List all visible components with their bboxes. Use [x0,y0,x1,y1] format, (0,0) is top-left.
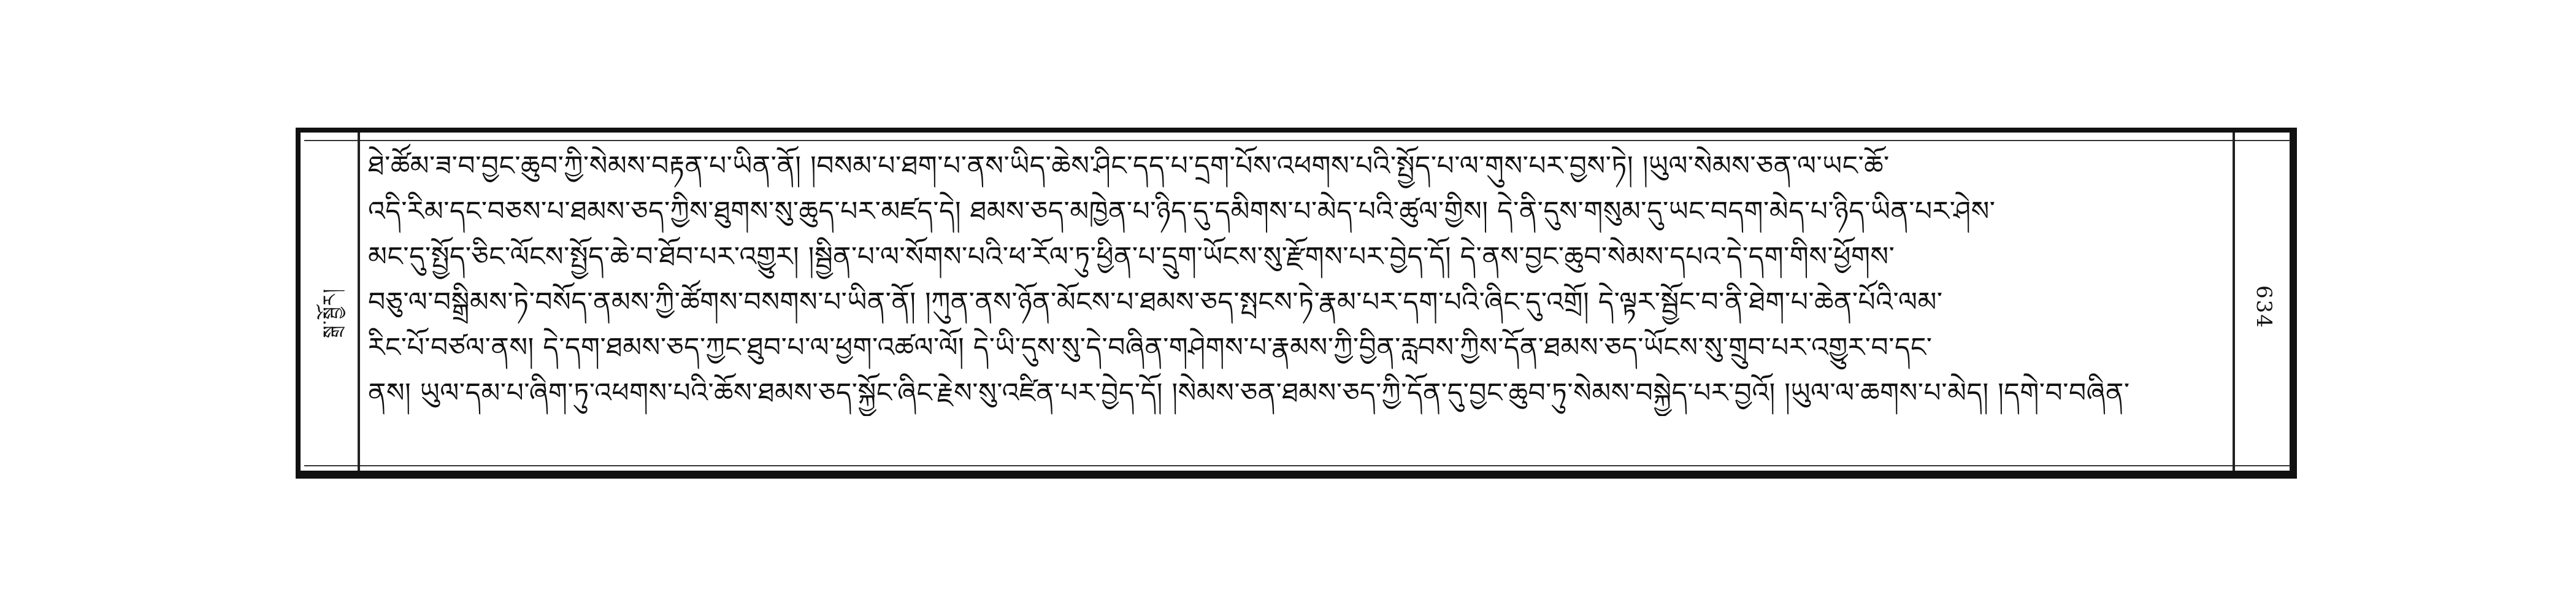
page-number [2239,270,2289,344]
text-line-4: བཅུ་ལ་བསྒྲིམས་ཏེ་བསོད་ནམས་ཀྱི་ཚོགས་བསགས་པ་ཡིན་ནོ། །ཀུན་ནས་ཉོན་མོངས་པ་ཐམས་ཅད་སྤངས་ཏེ་རྣམ་པར་དག་པའི་ཞིང་དུ་འགྲོ། དེ་ལྟར་སྦྱོང་བ་ནི་ཐེག་པ་ཆེན་པོའི་ལམ་ [368,287,1943,318]
text-block [368,144,2226,463]
frame-top-rule [304,140,2290,141]
text-line-5: རིང་པོ་བཙལ་ནས། དེ་དག་ཐམས་ཅད་ཀྱང་ཐུབ་པ་ལ་ཕྱག་འཚལ་ལོ། དེ་ཡི་དུས་སུ་དེ་བཞིན་གཤེགས་པ་རྣམས་ཀྱི་བྱིན་རླབས་ཀྱིས་དོན་ཐམས་ཅད་ཡོངས་སུ་གྲུབ་པར་འགྱུར་བ་དང་ [368,332,1933,363]
right-margin-rule [2233,133,2235,471]
frame-bottom-rule [304,465,2290,466]
page-number-text: 634 [2252,285,2276,329]
text-line-3: མང་དུ་སྤྱོད་ཅིང་ལོངས་སྤྱོད་ཆེ་བ་ཐོབ་པར་འགྱུར། །སྦྱིན་པ་ལ་སོགས་པའི་ཕ་རོལ་ཏུ་ཕྱིན་པ་དྲུག་ཡོངས་སུ་རྫོགས་པར་བྱེད་དོ། དེ་ནས་བྱང་ཆུབ་སེམས་དཔའ་དེ་དག་གིས་ཕྱོགས་ [368,241,1895,272]
margin-title-text: སྒྲ་སྦྱོར། [320,287,341,339]
text-line-2: འདི་རིམ་དང་བཅས་པ་ཐམས་ཅད་ཀྱིས་ཐུགས་སུ་ཆུད་པར་མཛད་དེ། ཐམས་ཅད་མཁྱེན་པ་ཉིད་དུ་དམིགས་པ་མེད་པའི་ཚུལ་གྱིས། དེ་ནི་དུས་གསུམ་དུ་ཡང་བདག་མེད་པ་ཉིད་ཡིན་པར་ཤེས་ [368,196,1996,227]
left-margin-rule [358,133,360,471]
text-line-6: ནས། ཡུལ་དམ་པ་ཞིག་ཏུ་འཕགས་པའི་ཆོས་ཐམས་ཅད་སྐྱོང་ཞིང་རྗེས་སུ་འཛིན་པར་བྱེད་དོ། །སེམས་ཅན་ཐམས་ཅད་ཀྱི་དོན་དུ་བྱང་ཆུབ་ཏུ་སེམས་བསྐྱེད་པར་བྱའོ། །ཡུལ་ལ་ཆགས་པ་མེད། །དགེ་བ་བཞིན་ [368,377,2130,409]
margin-title [307,233,355,393]
text-line-1: ཐེ་ཚོམ་ཟ་བ་བྱང་ཆུབ་ཀྱི་སེམས་བརྟན་པ་ཡིན་ནོ། །བསམ་པ་ཐག་པ་ནས་ཡིད་ཆེས་ཤིང་དད་པ་དྲག་པོས་འཕགས་པའི་སྤྱོད་པ་ལ་གུས་པར་བྱས་ཏེ། །ཡུལ་སེམས་ཅན་ལ་ཡང་ཆོ་ [368,150,1890,182]
